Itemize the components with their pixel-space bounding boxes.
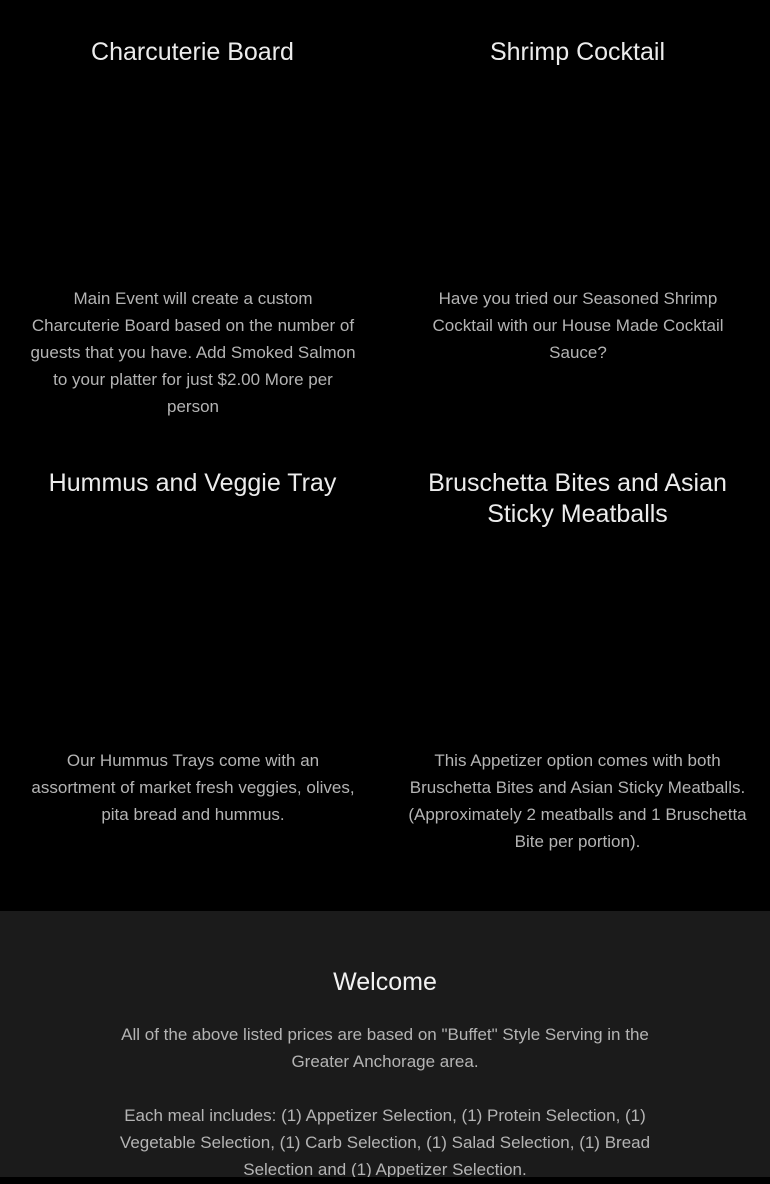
menu-item-charcuterie-board — [0, 37, 385, 416]
menu-item-title: Charcuterie Board — [91, 38, 294, 66]
menu-item-shrimp-cocktail — [385, 37, 770, 362]
menu-item-description: Have you tried our Seasoned Shrimp Cocktail with our House Made Cocktail Sauce? — [432, 289, 724, 362]
welcome-pricing-text: All of the above listed prices are based on "Buffet" Style Serving in the Greater Anchorage area. — [121, 1025, 649, 1071]
menu-item-title: Bruschetta Bites and Asian Sticky Meatballs — [428, 469, 727, 528]
menu-item-description: This Appetizer option comes with both Bruschetta Bites and Asian Sticky Meatballs. (Approximately 2 meatballs and 1 Bruschetta Bite per portion). — [408, 751, 747, 851]
menu-item-title: Hummus and Veggie Tray — [48, 469, 337, 497]
menu-item-description: Our Hummus Trays come with an assortment of market fresh veggies, olives, pita bread and hummus. — [31, 751, 355, 824]
welcome-heading: Welcome — [333, 968, 437, 996]
welcome-meal-includes-text: Each meal includes: (1) Appetizer Selection, (1) Protein Selection, (1) Vegetable Selection, (1) Carb Selection, (1) Salad Selection, (1) Bread Selection and (1) Appetizer Selection. — [119, 1106, 651, 1177]
menu-item-description: Main Event will create a custom Charcuterie Board based on the number of guests that you have. Add Smoked Salmon to your platter for just $2.00 More per person — [30, 289, 356, 416]
menu-item-bruschetta-meatballs — [385, 468, 770, 851]
menu-item-title: Shrimp Cocktail — [489, 38, 666, 66]
welcome-section — [0, 911, 770, 1177]
bottom-edge — [0, 1177, 770, 1184]
menu-item-hummus-veggie-tray — [0, 468, 385, 824]
